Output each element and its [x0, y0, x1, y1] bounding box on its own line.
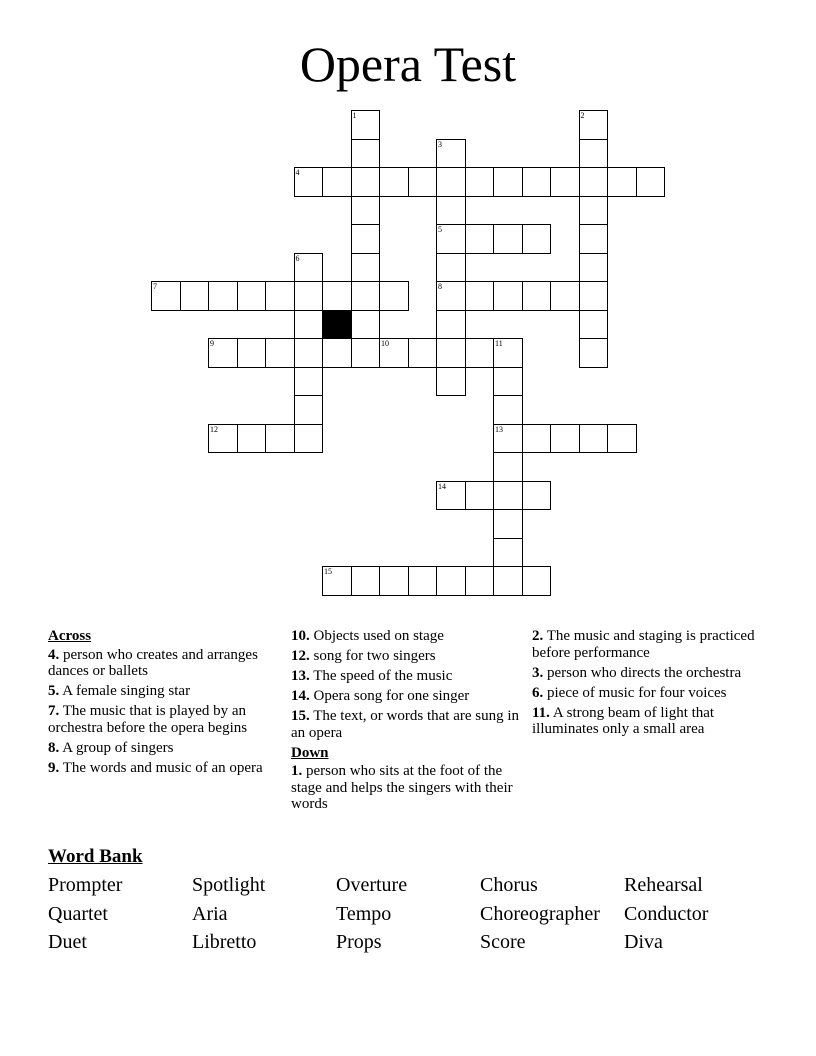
clue-number-5: 5: [438, 225, 442, 234]
grid-cell: [493, 167, 523, 197]
grid-cell: [550, 424, 580, 454]
clue-across-12: 12. song for two singers: [291, 648, 436, 664]
grid-cell: [408, 338, 438, 368]
clue-number-2: 2: [580, 111, 585, 120]
word-bank-item: Chorus: [480, 874, 538, 896]
grid-cell: [493, 224, 523, 254]
grid-cell: [493, 452, 523, 482]
clue-number-13: 13: [495, 424, 503, 434]
page-title: Opera Test: [299, 36, 517, 92]
word-bank-item: Conductor: [624, 903, 709, 925]
grid-cell: [351, 196, 381, 226]
grid-cell: [465, 224, 495, 254]
grid-cell: [351, 281, 381, 311]
grid-cell: [579, 338, 609, 368]
grid-cell: [294, 281, 324, 311]
grid-cell: [465, 566, 495, 596]
word-bank-item: Props: [336, 931, 382, 953]
grid-cell: [265, 338, 295, 368]
grid-cell: [493, 367, 523, 397]
word-bank-item: Quartet: [48, 903, 108, 925]
grid-cell: [522, 224, 552, 254]
grid-cell: [493, 281, 523, 311]
grid-black-cell: [322, 310, 352, 340]
clues-column-1: [48, 628, 266, 780]
grid-cell: [379, 566, 409, 596]
grid-cell: [522, 167, 552, 197]
grid-cell: [522, 566, 552, 596]
clue-across-10: 10. Objects used on stage: [291, 628, 444, 644]
grid-cell: [550, 167, 580, 197]
grid-cell: [465, 481, 495, 511]
grid-cell: [579, 196, 609, 226]
grid-cell: [465, 338, 495, 368]
clue-across-4: 4. person who creates and arranges dances or ballets: [48, 646, 258, 679]
grid-cell: [294, 338, 324, 368]
grid-cell: [522, 424, 552, 454]
grid-cell: [493, 395, 523, 425]
clue-across-5: 5. A female singing star: [48, 683, 191, 699]
grid-cell: [493, 509, 523, 539]
grid-cell: [294, 395, 324, 425]
word-bank-item: Overture: [336, 874, 408, 896]
clue-number-12: 12: [210, 424, 218, 434]
grid-cell: [436, 367, 466, 397]
clue-down-1: 1. person who sits at the foot of the stage and helps the singers with their words: [291, 763, 513, 812]
grid-cell: [237, 424, 267, 454]
grid-cell: [294, 424, 324, 454]
grid-cell: [579, 253, 609, 283]
grid-cell: [180, 281, 210, 311]
grid-cell: [322, 167, 352, 197]
grid-cell: [436, 253, 466, 283]
clue-number-4: 4: [295, 168, 300, 177]
grid-cell: [294, 310, 324, 340]
clue-across-7: 7. The music that is played by an orchestra before the opera begins: [48, 703, 248, 736]
word-bank-item: Spotlight: [192, 874, 266, 896]
clue-number-9: 9: [210, 339, 214, 348]
clue-across-8: 8. A group of singers: [48, 739, 174, 756]
grid-cell: [408, 167, 438, 197]
grid-cell: [579, 424, 609, 454]
grid-cell: [607, 167, 637, 197]
grid-cell: [436, 566, 466, 596]
grid-cell: [379, 281, 409, 311]
grid-cell: [436, 310, 466, 340]
word-bank-item: Libretto: [192, 931, 257, 953]
grid-cell: [493, 481, 523, 511]
clue-across-15: 15. The text, or words that are sung in an opera: [291, 708, 520, 741]
grid-cell: [522, 481, 552, 511]
clue-number-1: 1: [352, 111, 357, 120]
clue-across-13: 13. The speed of the music: [291, 668, 453, 684]
grid-cell: [436, 196, 466, 226]
grid-cell: [322, 338, 352, 368]
clues-column-3: [532, 628, 758, 741]
word-bank-item: Aria: [192, 903, 228, 925]
grid-cell: [208, 281, 238, 311]
clue-number-10: 10: [381, 339, 389, 348]
word-bank-item: Diva: [624, 931, 663, 953]
clue-number-3: 3: [438, 139, 442, 149]
clue-down-3: 3. person who directs the orchestra: [532, 664, 742, 681]
clue-down-6: 6. piece of music for four voices: [532, 684, 727, 701]
word-bank-item: Duet: [48, 931, 87, 953]
clue-number-7: 7: [153, 282, 157, 291]
clue-number-8: 8: [438, 282, 442, 291]
grid-cell: [351, 310, 381, 340]
grid-cell: [579, 167, 609, 197]
grid-cell: [351, 224, 381, 254]
grid-cell: [237, 338, 267, 368]
grid-cell: [351, 253, 381, 283]
grid-cell: [351, 566, 381, 596]
word-bank-item: Prompter: [48, 874, 123, 896]
grid-cell: [379, 167, 409, 197]
grid-cell: [436, 338, 466, 368]
clue-down-2: 2. The music and staging is practiced before performance: [532, 628, 755, 661]
grid-cell: [465, 167, 495, 197]
grid-cell: [237, 281, 267, 311]
clue-across-9: 9. The words and music of an opera: [48, 759, 263, 776]
grid-cell: [294, 367, 324, 397]
clue-number-14: 14: [438, 481, 446, 491]
grid-cell: [322, 281, 352, 311]
grid-cell: [607, 424, 637, 454]
grid-cell: [579, 224, 609, 254]
down-header: Down: [291, 744, 329, 761]
grid-cell: [550, 281, 580, 311]
word-bank-item: Choreographer: [480, 903, 600, 925]
clue-number-6: 6: [295, 253, 300, 263]
grid-cell: [465, 281, 495, 311]
grid-cell: [493, 538, 523, 568]
grid-cell: [579, 281, 609, 311]
clue-number-11: 11: [495, 339, 503, 348]
word-bank-item: Score: [480, 931, 526, 953]
grid-cell: [579, 310, 609, 340]
word-bank-title: Word Bank: [48, 846, 143, 867]
across-header: Across: [48, 628, 92, 644]
grid-cell: [636, 167, 666, 197]
word-bank-item: Rehearsal: [624, 874, 703, 896]
grid-cell: [265, 281, 295, 311]
grid-cell: [408, 566, 438, 596]
grid-cell: [351, 338, 381, 368]
grid-cell: [579, 139, 609, 169]
grid-cell: [351, 139, 381, 169]
clue-down-11: 11. A strong beam of light that illuminates only a small area: [532, 704, 715, 737]
grid-cell: [351, 167, 381, 197]
grid-cell: [493, 566, 523, 596]
clue-across-14: 14. Opera song for one singer: [291, 688, 470, 704]
clues-column-2: [291, 628, 521, 816]
grid-cell: [522, 281, 552, 311]
word-bank-item: Tempo: [336, 903, 392, 925]
grid-cell: [265, 424, 295, 454]
clue-number-15: 15: [324, 567, 332, 576]
grid-cell: [436, 167, 466, 197]
